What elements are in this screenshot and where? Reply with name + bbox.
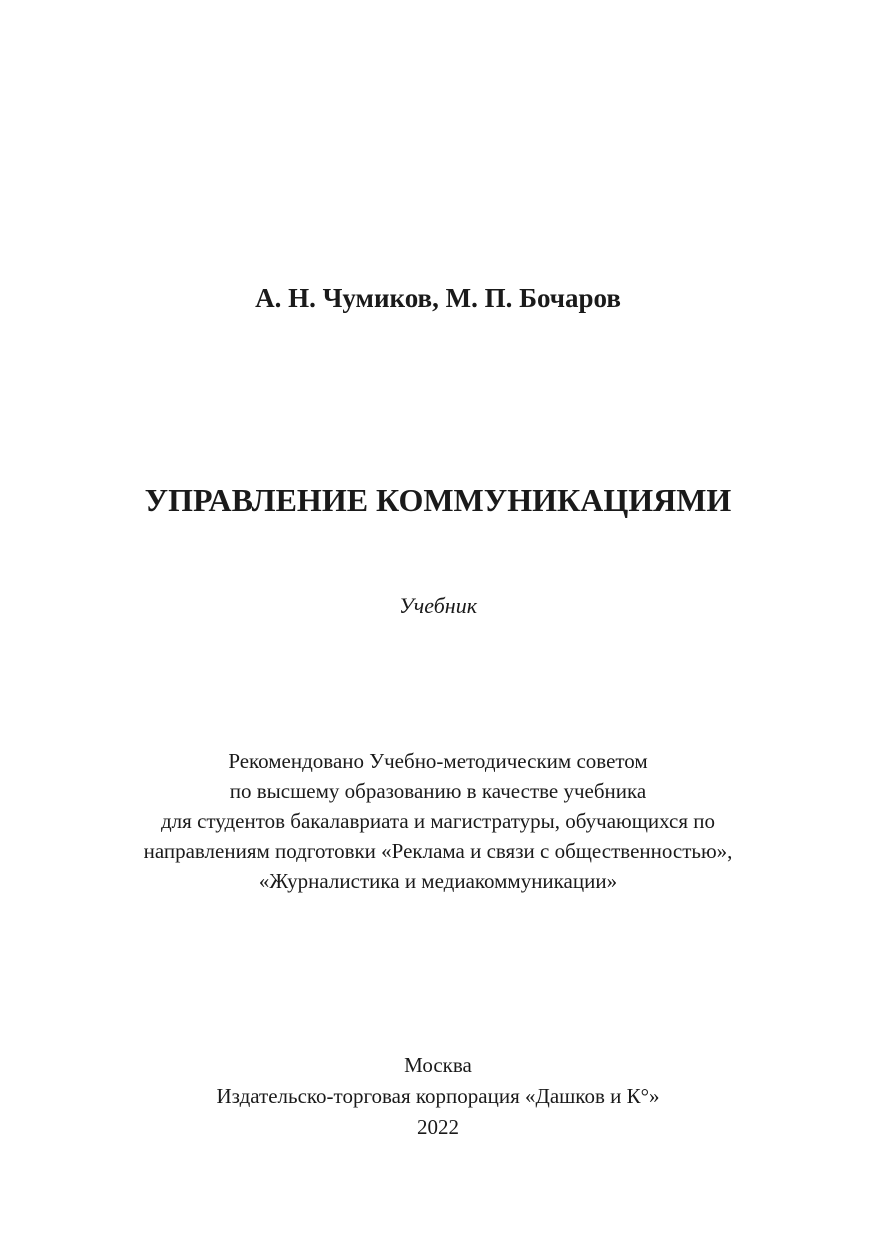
recommendation-statement xyxy=(0,746,876,896)
book-authors: А. Н. Чумиков, М. П. Бочаров xyxy=(255,283,621,313)
recommendation-line: направлениям подготовки «Реклама и связи с общественностью», xyxy=(143,839,733,863)
book-subtitle: Учебник xyxy=(398,593,478,618)
imprint-city: Москва xyxy=(404,1053,472,1077)
publisher-imprint xyxy=(0,1050,876,1143)
recommendation-line: «Журналистика и медиакоммуникации» xyxy=(258,869,618,893)
recommendation-line: Рекомендовано Учебно-методическим советом xyxy=(228,749,648,773)
imprint-publisher: Издательско-торговая корпорация «Дашков и К°» xyxy=(216,1084,660,1108)
imprint-year: 2022 xyxy=(417,1115,459,1139)
book-title: УПРАВЛЕНИЕ КОММУНИКАЦИЯМИ xyxy=(144,482,732,518)
recommendation-line: для студентов бакалавриата и магистратуры, обучающихся по xyxy=(161,809,715,833)
recommendation-line: по высшему образованию в качестве учебника xyxy=(229,779,647,803)
